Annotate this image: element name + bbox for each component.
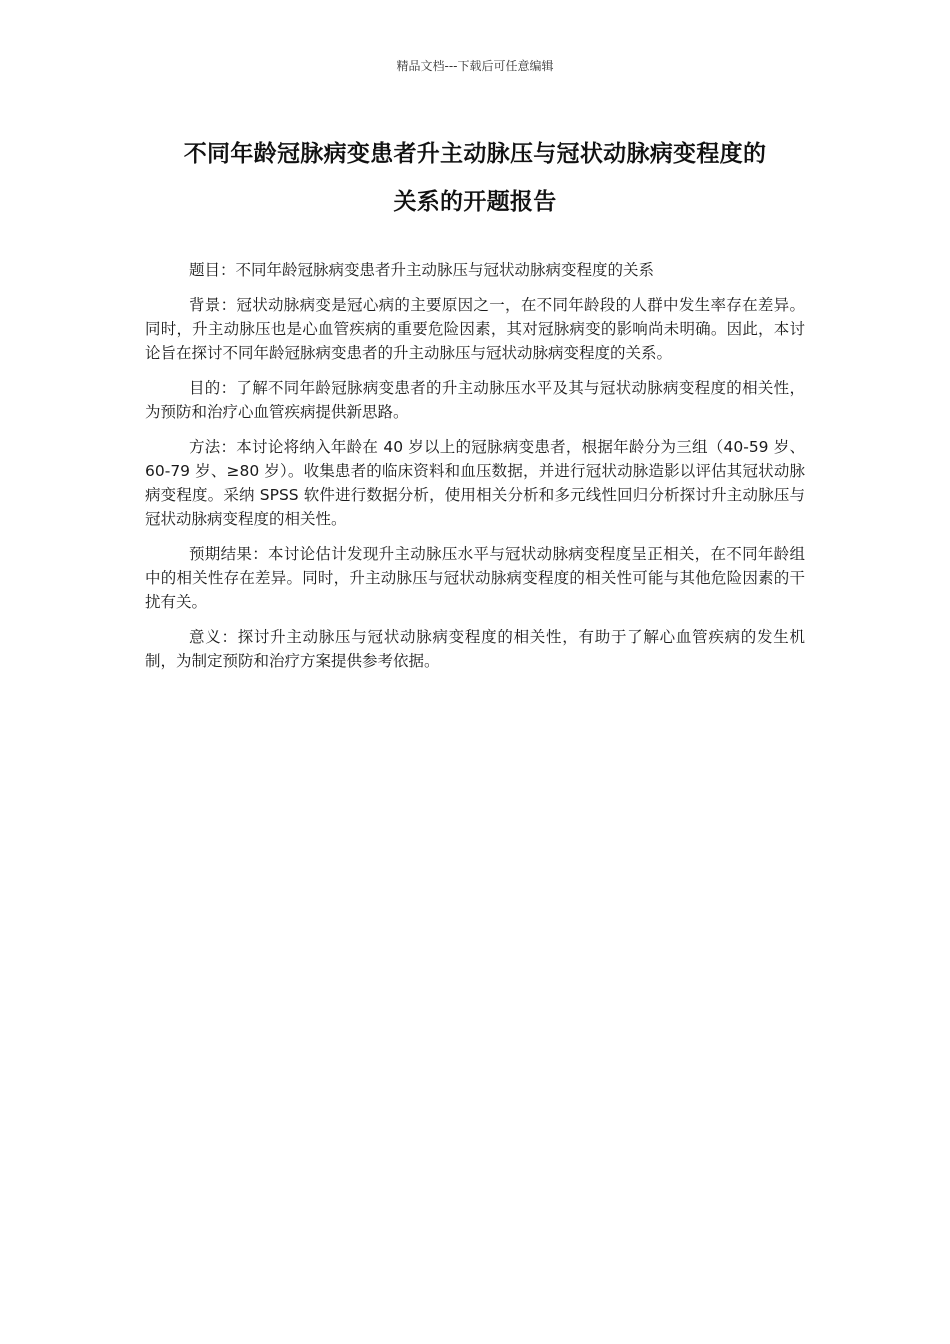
section-text: 探讨升主动脉压与冠状动脉病变程度的相关性，有助于了解心血管疾病的发生机制，为制定预防和治疗方案提供参考依据。 bbox=[145, 628, 805, 670]
section-text: 本讨论将纳入年龄在 40 岁以上的冠脉病变患者，根据年龄分为三组（40-59 岁、60-79 岁、≥80 岁）。收集患者的临床资料和血压数据，并进行冠状动脉造影以评估其冠状动脉病变程度。采纳 SPSS 软件进行数据分析，使用相关分析和多元线性回归分析探讨升主动脉压与冠状动脉病变程度的相关性。 bbox=[145, 438, 805, 528]
section-expected-results bbox=[145, 542, 805, 614]
section-label: 背景： bbox=[189, 296, 237, 314]
section-text: 本讨论估计发现升主动脉压水平与冠状动脉病变程度呈正相关，在不同年龄组中的相关性存在差异。同时，升主动脉压与冠状动脉病变程度的相关性可能与其他危险因素的干扰有关。 bbox=[145, 545, 805, 611]
title-line-1: 不同年龄冠脉病变患者升主动脉压与冠状动脉病变程度的 bbox=[183, 141, 767, 167]
document-title bbox=[145, 130, 805, 226]
section-objective bbox=[145, 376, 805, 424]
section-background bbox=[145, 293, 805, 365]
section-label: 意义： bbox=[189, 628, 238, 646]
title-line-2: 关系的开题报告 bbox=[393, 189, 557, 215]
header-note: 精品文档---下载后可任意编辑 bbox=[396, 59, 554, 73]
section-label: 题目： bbox=[189, 261, 236, 279]
section-text: 不同年龄冠脉病变患者升主动脉压与冠状动脉病变程度的关系 bbox=[235, 261, 655, 279]
section-text: 了解不同年龄冠脉病变患者的升主动脉压水平及其与冠状动脉病变程度的相关性，为预防和治疗心血管疾病提供新思路。 bbox=[145, 379, 805, 421]
document-body bbox=[145, 258, 805, 684]
section-methods bbox=[145, 435, 805, 531]
section-label: 目的： bbox=[189, 379, 237, 397]
section-significance bbox=[145, 625, 805, 673]
section-label: 预期结果： bbox=[189, 545, 269, 563]
section-text: 冠状动脉病变是冠心病的主要原因之一，在不同年龄段的人群中发生率存在差异。同时，升主动脉压也是心血管疾病的重要危险因素，其对冠脉病变的影响尚未明确。因此，本讨论旨在探讨不同年龄冠脉病变患者的升主动脉压与冠状动脉病变程度的关系。 bbox=[145, 296, 805, 362]
section-label: 方法： bbox=[189, 438, 237, 456]
section-topic bbox=[145, 258, 805, 282]
